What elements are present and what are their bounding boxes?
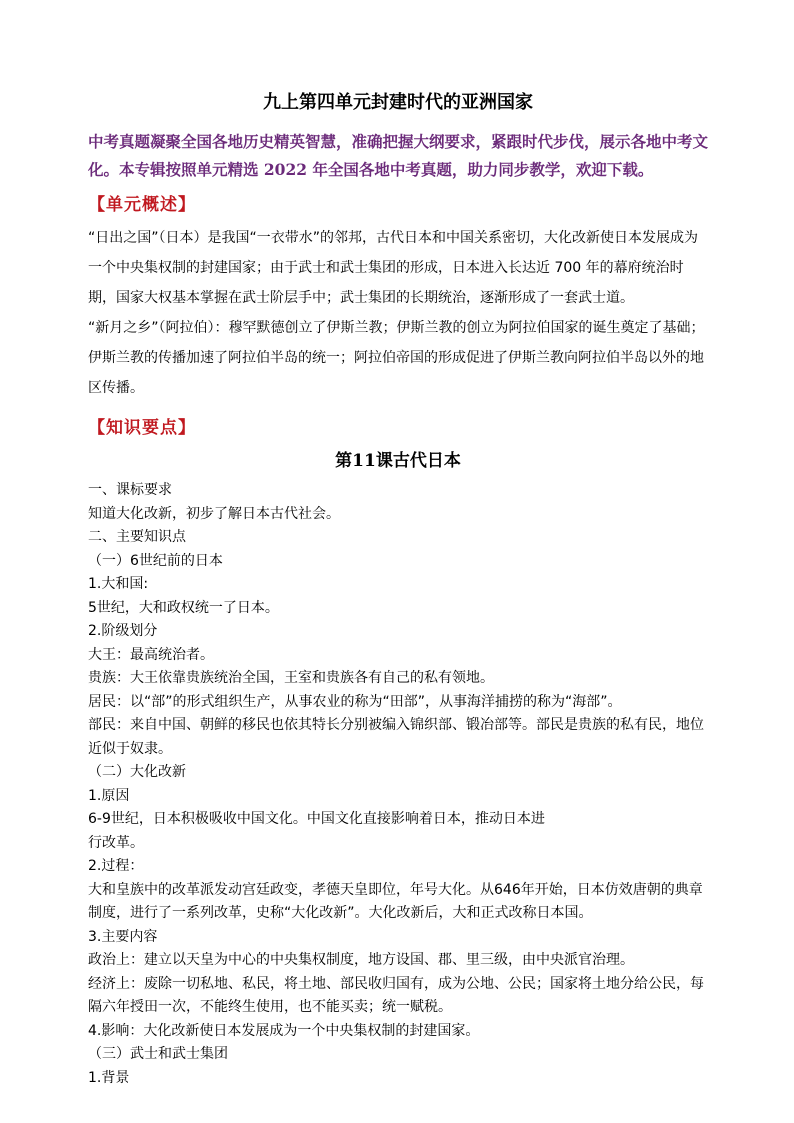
text-line: （二）大化改新: [88, 764, 186, 780]
text-line: 行改革。: [88, 834, 144, 851]
text-line: （三）武士和武士集团: [88, 1046, 228, 1062]
text-line: 政治上：建立以天皇为中心的中央集权制度，地方设国、郡、里三级，由中央派官治理。: [88, 952, 634, 968]
text-line: 居民：以“部”的形式组织生产，从事农业的称为“田部”，从事海洋捕捞的称为“海部”。: [88, 693, 622, 710]
text-line: 2.过程：: [88, 858, 144, 874]
text-line: 经济上：废除一切私地、私民，将土地、部民收归国有，成为公地、公民；国家将土地分给公民，每: [88, 975, 704, 992]
text-line: 一、课标要求: [88, 482, 172, 498]
text-line: 大王：最高统治者。: [88, 646, 214, 663]
overview-paragraph-japan: “日出之国”（日本）是我国“一衣带水”的邻邦，古代日本和中国关系密切，大化改新使日本发展成为一个中央集权制的封建国家；由于武士和武士集团的形成，日本进入长达近 700 年的幕府统治时期，国家大权基本掌握在武士阶层手中；武士集团的长期统治，逐渐形成了一套武士道。: [88, 230, 699, 306]
lesson-body: [88, 479, 708, 1090]
text-line: 制度，进行了一系列改革，史称“大化改新”。大化改新后，大和正式改称日本国。: [88, 905, 593, 921]
text-line: 近似于奴隶。: [88, 740, 172, 757]
text-line: 1.原因: [88, 787, 130, 804]
overview-paragraph-arabia: “新月之乡”（阿拉伯）：穆罕默德创立了伊斯兰教；伊斯兰教的创立为阿拉伯国家的诞生奠定了基础；伊斯兰教的传播加速了阿拉伯半岛的统一；阿拉伯帝国的形成促进了伊斯兰教向阿拉伯半岛以外的地区传播。: [88, 320, 705, 396]
document-page: [88, 80, 708, 1090]
text-line: 隔六年授田一次，不能终生使用，也不能买卖；统一赋税。: [88, 999, 452, 1015]
text-line: 1.大和国:: [88, 576, 149, 592]
text-line: 1.背景: [88, 1069, 130, 1086]
document-title: 九上第四单元封建时代的亚洲国家: [263, 92, 533, 113]
text-line: 3.主要内容: [88, 928, 158, 945]
text-line: 2.阶级划分: [88, 623, 158, 639]
text-line: 4.影响：大化改新使日本发展成为一个中央集权制的封建国家。: [88, 1022, 480, 1039]
knowledge-heading: 【知识要点】: [88, 418, 196, 438]
text-line: 5世纪，大和政权统一了日本。: [88, 599, 279, 616]
lesson-title: 第11课古代日本: [335, 451, 461, 471]
text-line: 6-9世纪，日本积极吸收中国文化。中国文化直接影响着日本，推动日本进: [88, 811, 545, 827]
text-line: 大和皇族中的改革派发动宫廷政变，孝德天皇即位，年号大化。从646年开始，日本仿效唐朝的典章: [88, 881, 703, 898]
overview-section: [88, 223, 708, 403]
text-line: 二、主要知识点: [88, 529, 186, 545]
intro-paragraph: 中考真题凝聚全国各地历史精英智慧，准确把握大纲要求，紧跟时代步伐，展示各地中考文化。本专辑按照单元精选 2022 年全国各地中考真题，助力同步教学，欢迎下载。: [88, 132, 709, 179]
text-line: 贵族：大王依靠贵族统治全国，王室和贵族各有自己的私有领地。: [88, 670, 494, 686]
text-line: 部民：来自中国、朝鲜的移民也依其特长分别被编入锦织部、锻冶部等。部民是贵族的私有民，地位: [88, 717, 704, 733]
overview-heading: 【单元概述】: [88, 195, 196, 215]
text-line: 知道大化改新，初步了解日本古代社会。: [88, 505, 340, 522]
text-line: （一）6世纪前的日本: [88, 552, 223, 569]
